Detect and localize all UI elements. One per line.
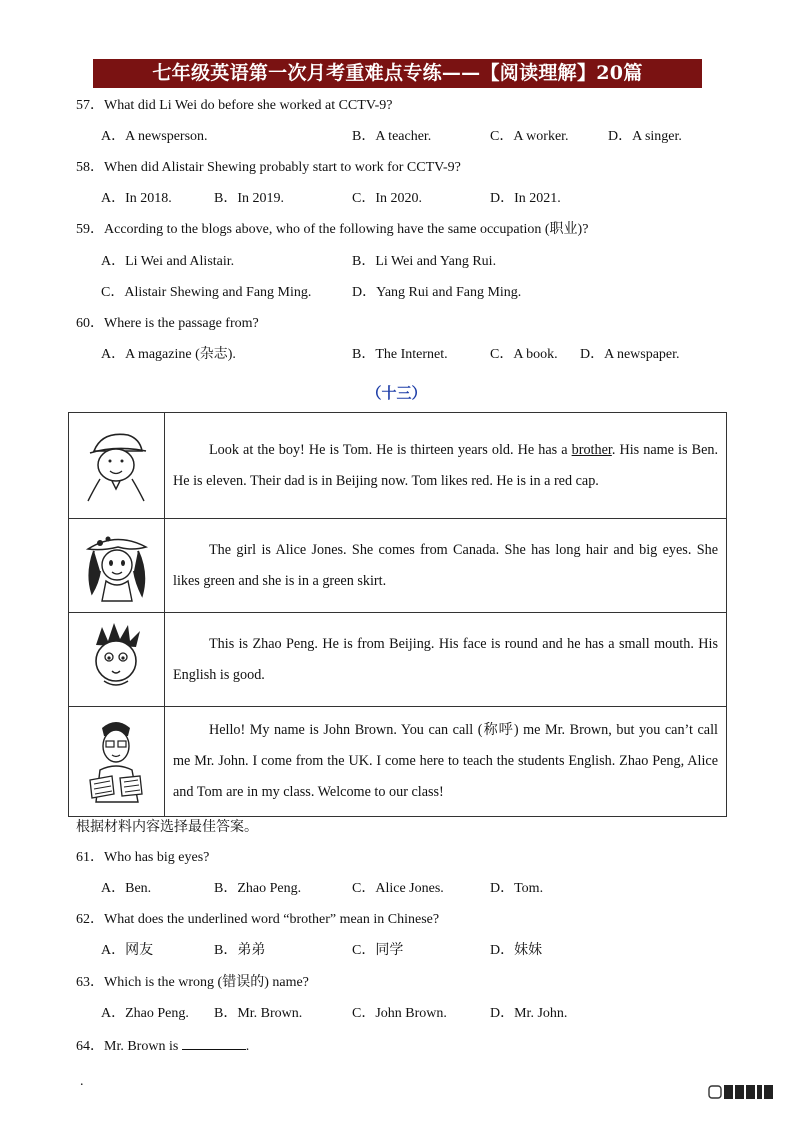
stray-mark: . [80,1074,84,1089]
q61-option-a: A．Ben. [101,881,152,896]
q58-option-d: D．In 2021. [490,191,561,206]
q58-option-b: B．In 2019. [214,191,284,206]
john-paragraph: Hello! My name is John Brown. You can call (称呼) me Mr. Brown, but you can’t call me Mr. John. I come from the UK. I come here to teach the students English. Zhao Peng, Alice and Tom are in my class. Welcome to our class! [165,707,727,817]
q57-option-d: D．A singer. [608,129,682,144]
question-60-stem: 60．Where is the passage from? [76,316,259,331]
page-banner: 七年级英语第一次月考重难点专练——【阅读理解】20篇 [93,59,702,88]
alice-picture [69,519,165,613]
q57-option-b: B．A teacher. [352,129,432,144]
question-63-stem: 63．Which is the wrong (错误的) name? [76,975,309,990]
tom-text-start: Look at the boy! He is Tom. He is thirteen years old. He has a [209,441,572,458]
question-58-stem: 58．When did Alistair Shewing probably start to work for CCTV-9? [76,160,461,175]
john-picture [69,707,165,817]
q62-option-b: B．弟弟 [214,943,266,958]
boy-with-cap-icon [82,423,152,503]
table-row [69,413,727,519]
q59-option-c: C．Alistair Shewing and Fang Ming. [101,285,312,300]
teacher-icon [82,714,152,804]
q60-option-a: A．A magazine (杂志). [101,347,236,362]
watermark-logo [708,1084,773,1099]
q59-option-d: D．Yang Rui and Fang Ming. [352,285,522,300]
q59-option-b: B．Li Wei and Yang Rui. [352,254,497,269]
question-62-stem: 62．What does the underlined word “brother” mean in Chinese? [76,912,440,927]
character-table [68,412,727,817]
question-59-stem: 59．According to the blogs above, who of the following have the same occupation (职业)? [76,222,589,237]
boy-face-icon [82,617,152,697]
q61-option-d: D．Tom. [490,881,544,896]
answer-blank [182,1035,246,1050]
table-row [69,613,727,707]
q62-option-a: A．网友 [101,943,154,958]
q60-option-c: C．A book. [490,347,558,362]
table-row [69,519,727,613]
instruction: 根据材料内容选择最佳答案。 [76,820,258,835]
question-64-stem [76,1035,249,1057]
q62-option-c: C．同学 [352,943,404,958]
alice-paragraph: The girl is Alice Jones. She comes from Canada. She has long hair and big eyes. She likes green and she is in a green skirt. [165,519,727,613]
q58-option-a: A．In 2018. [101,191,172,206]
q64-period: . [245,1039,250,1054]
logo-icon [708,1085,722,1099]
underlined-word-brother: brother [571,441,612,458]
table-row [69,707,727,817]
q57-option-c: C．A worker. [490,129,569,144]
question-57-stem: 57．What did Li Wei do before she worked at CCTV-9? [76,98,393,113]
tom-text-end: . His name is Ben. He is eleven. Their dad is in Beijing now. Tom likes red. He is in a red cap. [173,441,719,489]
q60-option-b: B．The Internet. [352,347,448,362]
section-title: （十三） [366,384,427,402]
tom-picture [69,413,165,519]
q63-option-d: D．Mr. John. [490,1006,568,1021]
q63-option-a: A．Zhao Peng. [101,1006,189,1021]
girl-with-hat-icon [82,523,152,603]
q64-text: 64．Mr. Brown is [76,1039,182,1054]
q62-option-d: D．妹妹 [490,943,543,958]
question-61-stem: 61．Who has big eyes? [76,850,210,865]
tom-paragraph [165,413,727,519]
q58-option-c: C．In 2020. [352,191,422,206]
zhao-picture [69,613,165,707]
zhao-paragraph: This is Zhao Peng. He is from Beijing. His face is round and he has a small mouth. His English is good. [165,613,727,707]
q57-option-a: A．A newsperson. [101,129,208,144]
q60-option-d: D．A newspaper. [580,347,680,362]
q63-option-c: C．John Brown. [352,1006,447,1021]
q59-option-a: A．Li Wei and Alistair. [101,254,235,269]
q61-option-c: C．Alice Jones. [352,881,444,896]
q61-option-b: B．Zhao Peng. [214,881,302,896]
q63-option-b: B．Mr. Brown. [214,1006,303,1021]
